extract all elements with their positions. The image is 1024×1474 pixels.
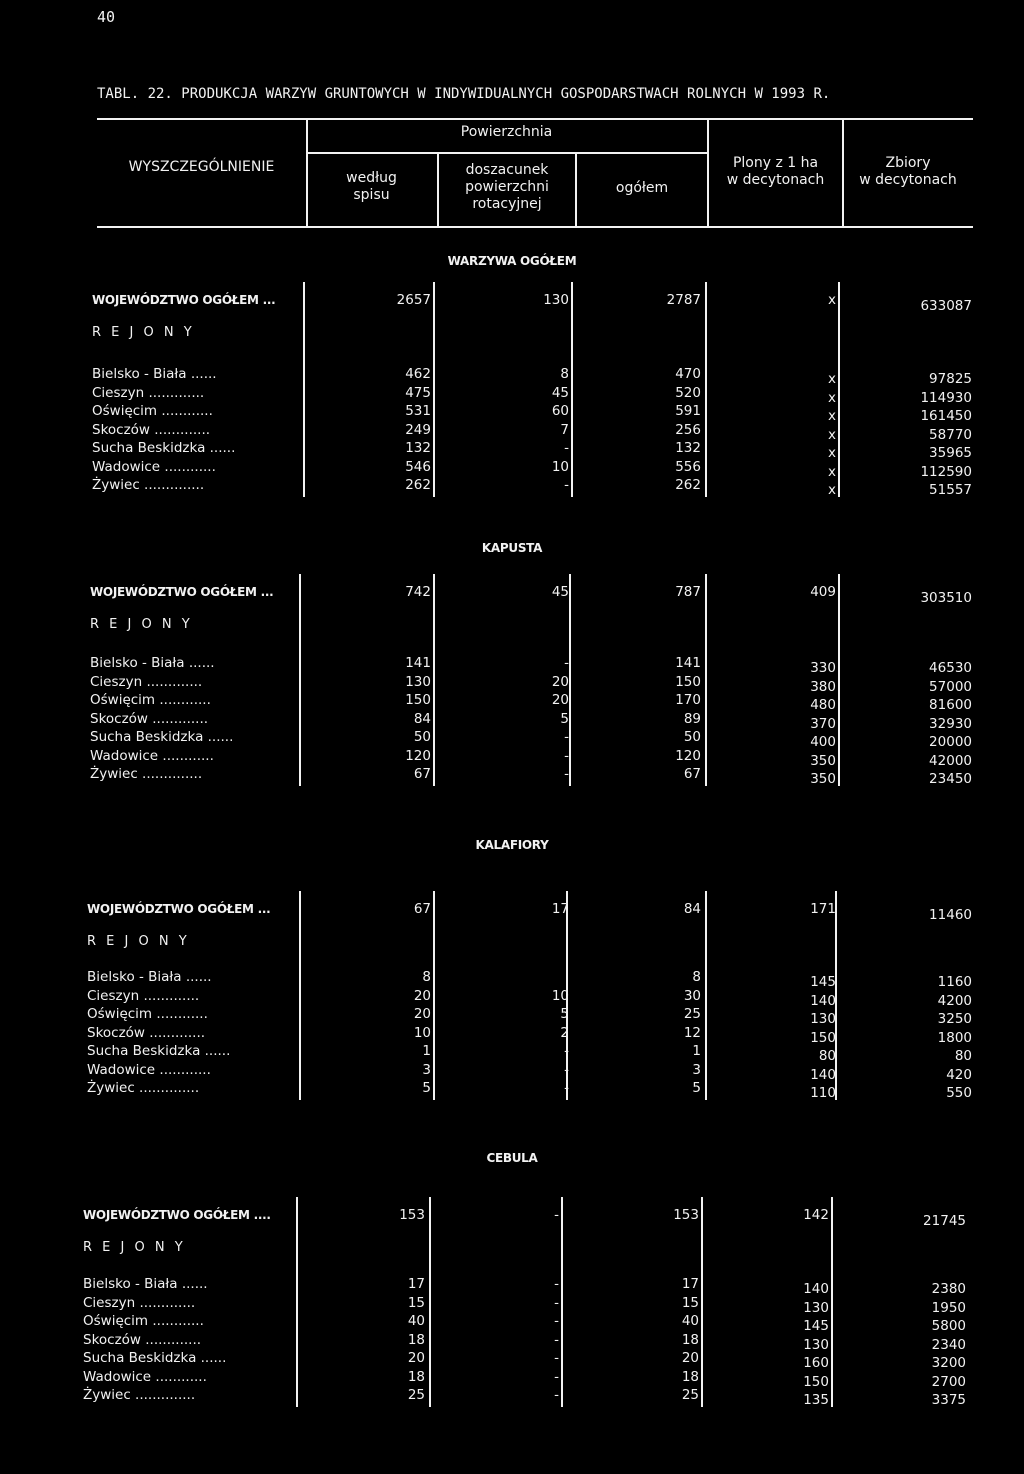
region-value: 2	[560, 1024, 569, 1041]
region-value: -	[554, 1350, 559, 1366]
total-value: 67	[413, 901, 431, 917]
region-value: 50	[683, 729, 701, 745]
region-value: 114930	[920, 389, 972, 406]
region-value: 25	[407, 1387, 425, 1403]
table-row	[0, 384, 1024, 406]
region-value: x	[828, 482, 836, 498]
region-label: Żywiec ..............	[87, 1080, 200, 1096]
table-row	[0, 1276, 1024, 1297]
region-value: 17	[681, 1276, 699, 1292]
region-value: 141	[405, 655, 431, 671]
region-value: -	[554, 1387, 559, 1403]
region-value: 140	[810, 992, 836, 1009]
region-label: Skoczów .............	[90, 710, 209, 727]
region-value: 475	[405, 384, 431, 401]
region-label: Żywiec ..............	[90, 766, 203, 782]
total-value: 303510	[920, 590, 972, 606]
region-label: Cieszyn .............	[83, 1294, 196, 1311]
region-value: 18	[407, 1368, 425, 1385]
total-label: WOJEWÓDZTWO OGÓŁEM ...	[90, 585, 274, 599]
region-value: 20	[413, 1006, 431, 1022]
region-value: -	[564, 1043, 569, 1059]
header-ogolem: ogółem	[615, 180, 669, 196]
region-value: 380	[810, 678, 836, 695]
region-value: 350	[810, 771, 836, 787]
region-value: -	[564, 655, 569, 671]
rejony-label: R E J O N Y	[87, 934, 190, 949]
region-value: x	[828, 389, 836, 406]
total-value: 11460	[929, 907, 972, 923]
table-row	[0, 1080, 1024, 1101]
table-row	[0, 1024, 1024, 1046]
table-row	[0, 655, 1024, 676]
region-value: 2700	[931, 1373, 966, 1390]
total-row	[0, 584, 1024, 606]
region-value: 550	[946, 1085, 972, 1101]
region-value: 18	[407, 1331, 425, 1348]
region-label: Sucha Beskidzka ......	[92, 440, 236, 456]
region-value: 25	[683, 1006, 701, 1022]
region-value: -	[564, 747, 569, 764]
region-label: Żywiec ..............	[92, 477, 205, 493]
region-value: 5800	[931, 1318, 966, 1334]
region-value: 1160	[937, 974, 972, 990]
region-value: 2380	[931, 1281, 966, 1297]
rejony-label: R E J O N Y	[83, 1240, 186, 1255]
region-value: 18	[681, 1331, 699, 1348]
region-value: 520	[675, 384, 701, 401]
table-row	[0, 1061, 1024, 1083]
region-value: 58770	[929, 426, 972, 443]
region-value: 23450	[929, 771, 972, 787]
region-value: 350	[810, 752, 836, 769]
region-value: 170	[675, 692, 701, 708]
region-value: 60	[551, 403, 569, 419]
table-row	[0, 1006, 1024, 1027]
header-wyszczegolnienie: WYSZCZEGÓLNIENIE	[128, 159, 275, 175]
total-row	[0, 1207, 1024, 1229]
region-value: 546	[405, 458, 431, 475]
region-label: Cieszyn .............	[87, 987, 200, 1004]
region-value: 5	[560, 710, 569, 727]
total-value: x	[828, 292, 836, 308]
region-value: 145	[810, 974, 836, 990]
region-value: 50	[413, 729, 431, 745]
region-value: 262	[675, 477, 701, 493]
region-value: 3250	[937, 1011, 972, 1027]
region-value: 420	[946, 1066, 972, 1083]
total-value: 130	[543, 292, 569, 308]
table-row	[0, 747, 1024, 769]
region-label: Bielsko - Biała ......	[90, 655, 215, 671]
region-value: -	[564, 477, 569, 493]
region-value: 1	[422, 1043, 431, 1059]
region-value: -	[554, 1294, 559, 1311]
region-value: 18	[681, 1368, 699, 1385]
region-value: -	[564, 1061, 569, 1078]
rejony-label: R E J O N Y	[92, 325, 195, 340]
region-value: 5	[692, 1080, 701, 1096]
total-value: 17	[551, 901, 569, 917]
rejony-label: R E J O N Y	[90, 617, 193, 632]
region-value: 120	[405, 747, 431, 764]
region-label: Skoczów .............	[92, 421, 211, 438]
region-value: 12	[683, 1024, 701, 1041]
header-doszacunek: doszacunek powierzchni rotacyjnej	[465, 162, 549, 212]
table-row	[0, 440, 1024, 461]
region-value: 130	[810, 1011, 836, 1027]
total-value: 2787	[666, 292, 701, 308]
region-value: 110	[810, 1085, 836, 1101]
table-row	[0, 458, 1024, 480]
region-value: x	[828, 371, 836, 387]
region-value: 140	[803, 1281, 829, 1297]
table-row	[0, 692, 1024, 713]
table-row	[0, 421, 1024, 443]
region-value: 480	[810, 697, 836, 713]
region-value: x	[828, 426, 836, 443]
region-value: 1950	[931, 1299, 966, 1316]
region-value: 32930	[929, 715, 972, 732]
total-value: 409	[810, 584, 836, 600]
region-label: Skoczów .............	[87, 1024, 206, 1041]
total-value: 84	[683, 901, 701, 917]
section-title: KALAFIORY	[475, 838, 549, 852]
region-value: 30	[683, 987, 701, 1004]
region-value: 89	[683, 710, 701, 727]
region-value: 160	[803, 1355, 829, 1371]
region-value: 120	[675, 747, 701, 764]
region-label: Żywiec ..............	[83, 1387, 196, 1403]
table-row	[0, 673, 1024, 695]
powierzchnia-underline	[306, 152, 707, 154]
region-value: 370	[810, 715, 836, 732]
table-row	[0, 1043, 1024, 1064]
region-value: 150	[675, 673, 701, 690]
total-value: 2657	[396, 292, 431, 308]
region-label: Oświęcim ............	[92, 403, 213, 419]
region-value: 132	[675, 440, 701, 456]
region-value: 1800	[937, 1029, 972, 1046]
region-value: x	[828, 445, 836, 461]
total-value: 153	[673, 1207, 699, 1223]
region-value: -	[554, 1368, 559, 1385]
region-value: 97825	[929, 371, 972, 387]
region-value: 150	[405, 692, 431, 708]
total-row	[0, 292, 1024, 314]
region-value: -	[554, 1331, 559, 1348]
header-powierzchnia: Powierzchnia	[460, 124, 553, 140]
region-value: 3	[692, 1061, 701, 1078]
region-label: Cieszyn .............	[90, 673, 203, 690]
region-label: Sucha Beskidzka ......	[87, 1043, 231, 1059]
region-label: Wadowice ............	[83, 1368, 207, 1385]
region-value: 20000	[929, 734, 972, 750]
region-label: Oświęcim ............	[90, 692, 211, 708]
total-value: 633087	[920, 298, 972, 314]
region-value: 112590	[920, 463, 972, 480]
region-value: 262	[405, 477, 431, 493]
region-value: -	[554, 1313, 559, 1329]
region-label: Bielsko - Biała ......	[83, 1276, 208, 1292]
region-value: -	[564, 766, 569, 782]
header-bottom-rule	[97, 226, 973, 228]
header-wedlug-spisu: według spisu	[346, 170, 397, 203]
region-value: 40	[407, 1313, 425, 1329]
region-value: 25	[681, 1387, 699, 1403]
region-value: 591	[675, 403, 701, 419]
header-zbiory: Zbiory w decytonach	[859, 155, 957, 188]
region-value: 46530	[929, 660, 972, 676]
region-value: 8	[560, 366, 569, 382]
region-value: 67	[683, 766, 701, 782]
region-value: 249	[405, 421, 431, 438]
region-value: 130	[405, 673, 431, 690]
total-label: WOJEWÓDZTWO OGÓŁEM ...	[92, 293, 276, 307]
region-value: 51557	[929, 482, 972, 498]
region-label: Sucha Beskidzka ......	[83, 1350, 227, 1366]
region-value: 80	[818, 1048, 836, 1064]
region-value: 57000	[929, 678, 972, 695]
region-value: 81600	[929, 697, 972, 713]
region-value: 5	[560, 1006, 569, 1022]
table-row	[0, 1294, 1024, 1316]
table-title: TABL. 22. PRODUKCJA WARZYW GRUNTOWYCH W INDYWIDUALNYCH GOSPODARSTWACH ROLNYCH W 1993 R.	[97, 86, 831, 102]
region-value: 531	[405, 403, 431, 419]
region-label: Bielsko - Biała ......	[92, 366, 217, 382]
region-label: Sucha Beskidzka ......	[90, 729, 234, 745]
region-label: Cieszyn .............	[92, 384, 205, 401]
region-value: 3375	[931, 1392, 966, 1408]
region-value: -	[564, 729, 569, 745]
region-value: x	[828, 408, 836, 424]
region-value: 20	[681, 1350, 699, 1366]
region-value: 20	[413, 987, 431, 1004]
total-value: 45	[551, 584, 569, 600]
region-value: 145	[803, 1318, 829, 1334]
total-value: -	[554, 1207, 559, 1223]
region-value: 20	[407, 1350, 425, 1366]
region-label: Oświęcim ............	[83, 1313, 204, 1329]
total-label: WOJEWÓDZTWO OGÓŁEM ....	[83, 1208, 271, 1222]
region-value: x	[828, 463, 836, 480]
region-value: 80	[954, 1048, 972, 1064]
region-value: 40	[681, 1313, 699, 1329]
region-value: 20	[551, 673, 569, 690]
total-value: 153	[399, 1207, 425, 1223]
table-row	[0, 710, 1024, 732]
table-row	[0, 1387, 1024, 1408]
region-value: 135	[803, 1392, 829, 1408]
table-row	[0, 1350, 1024, 1371]
table-row	[0, 477, 1024, 498]
region-value: 1	[692, 1043, 701, 1059]
page-number: 40	[97, 8, 116, 26]
region-value: 8	[422, 969, 431, 985]
table-row	[0, 729, 1024, 750]
table-row	[0, 1331, 1024, 1353]
total-value: 142	[803, 1207, 829, 1223]
region-value: 2340	[931, 1336, 966, 1353]
region-label: Wadowice ............	[90, 747, 214, 764]
region-value: 20	[551, 692, 569, 708]
region-value: 10	[551, 987, 569, 1004]
region-value: 256	[675, 421, 701, 438]
region-label: Skoczów .............	[83, 1331, 202, 1348]
region-value: -	[564, 1080, 569, 1096]
region-value: 150	[803, 1373, 829, 1390]
region-value: 5	[422, 1080, 431, 1096]
region-value: 132	[405, 440, 431, 456]
region-value: 161450	[920, 408, 972, 424]
region-value: 7	[560, 421, 569, 438]
region-value: 15	[407, 1294, 425, 1311]
section-title: WARZYWA OGÓŁEM	[447, 254, 577, 268]
region-value: 15	[681, 1294, 699, 1311]
region-label: Oświęcim ............	[87, 1006, 208, 1022]
region-value: 35965	[929, 445, 972, 461]
region-value: 8	[692, 969, 701, 985]
region-value: 556	[675, 458, 701, 475]
table-row	[0, 1368, 1024, 1390]
region-value: 150	[810, 1029, 836, 1046]
total-value: 171	[810, 901, 836, 917]
table-row	[0, 403, 1024, 424]
total-value: 787	[675, 584, 701, 600]
region-value: 4200	[937, 992, 972, 1009]
region-value: 400	[810, 734, 836, 750]
region-value: 3200	[931, 1355, 966, 1371]
total-value: 742	[405, 584, 431, 600]
section-title: CEBULA	[486, 1151, 538, 1165]
table-row	[0, 1313, 1024, 1334]
region-value: 17	[407, 1276, 425, 1292]
region-value: 140	[810, 1066, 836, 1083]
section-title: KAPUSTA	[481, 541, 543, 555]
table-row	[0, 969, 1024, 990]
region-label: Wadowice ............	[92, 458, 216, 475]
region-value: 3	[422, 1061, 431, 1078]
region-value: 10	[413, 1024, 431, 1041]
table-row	[0, 987, 1024, 1009]
region-value: -	[564, 440, 569, 456]
region-label: Bielsko - Biała ......	[87, 969, 212, 985]
region-value: 67	[413, 766, 431, 782]
total-row	[0, 901, 1024, 923]
region-value: 330	[810, 660, 836, 676]
region-value: 10	[551, 458, 569, 475]
region-value: 141	[675, 655, 701, 671]
total-label: WOJEWÓDZTWO OGÓŁEM ...	[87, 902, 271, 916]
table-row	[0, 766, 1024, 787]
header-plony: Plony z 1 ha w decytonach	[726, 155, 825, 188]
region-value: -	[554, 1276, 559, 1292]
region-label: Wadowice ............	[87, 1061, 211, 1078]
region-value: 462	[405, 366, 431, 382]
region-value: 84	[413, 710, 431, 727]
region-value: 470	[675, 366, 701, 382]
total-value: 21745	[923, 1213, 966, 1229]
region-value: 130	[803, 1336, 829, 1353]
region-value: 45	[551, 384, 569, 401]
region-value: 42000	[929, 752, 972, 769]
region-value: 130	[803, 1299, 829, 1316]
table-row	[0, 366, 1024, 387]
